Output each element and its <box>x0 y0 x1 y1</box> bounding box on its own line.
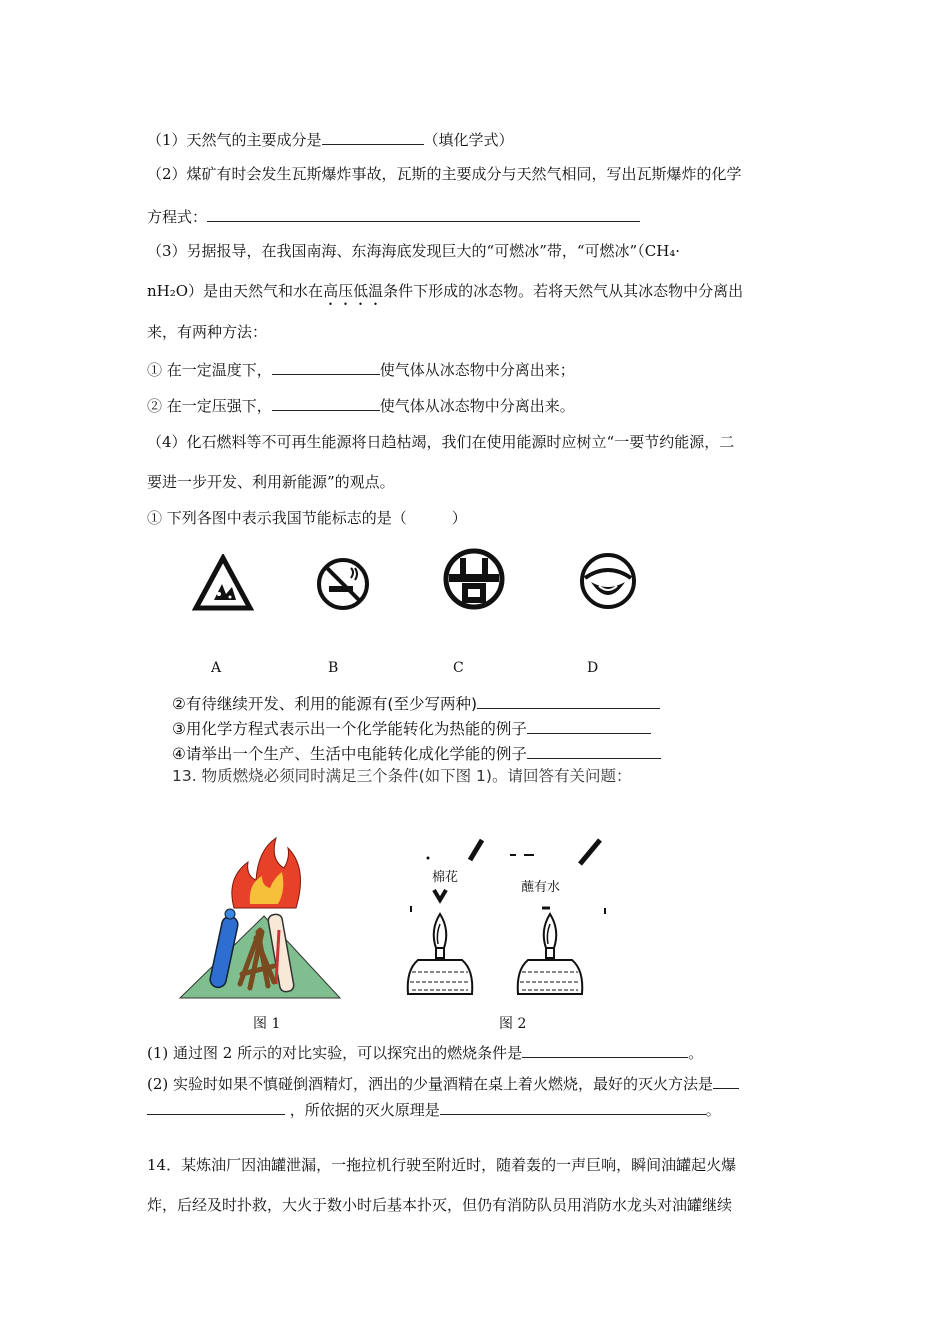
q12-part3-line2 <box>147 281 743 309</box>
answer1-end: 。 <box>688 1044 704 1062</box>
option-d[interactable]: D <box>587 660 599 676</box>
sub3-text: ③用化学方程式表示出一个化学能转化为热能的例子 <box>172 720 527 738</box>
q13-stem: 13. 物质燃烧必须同时满足三个条件(如下图 1)。请回答有关问题： <box>172 767 632 785</box>
option-b[interactable]: B <box>328 660 339 676</box>
fire-triangle-figure <box>176 834 344 1002</box>
q12-sub4 <box>172 742 661 764</box>
q12-part1 <box>147 128 514 150</box>
q12-part3-line1: （3）另据报导，在我国南海、东海海底发现巨大的“可燃冰”带，“可燃冰”（CH₄· <box>147 242 681 260</box>
q13-answer1 <box>147 1041 703 1063</box>
figure2-caption: 图 2 <box>499 1016 527 1032</box>
answer-blank[interactable] <box>207 205 640 222</box>
q12-part2-label: 方程式： <box>147 208 208 226</box>
q12-sub1: ① 下列各图中表示我国节能标志的是（ ） <box>147 509 467 527</box>
water-saving-logo-icon <box>443 548 505 610</box>
option-a[interactable]: A <box>211 660 222 676</box>
q13-answer2-line2 <box>147 1098 721 1120</box>
lamp-right <box>518 914 583 994</box>
q12-part3-text: nH₂O）是由天然气和水在 <box>147 282 324 300</box>
q12-part3-line3: 来，有两种方法： <box>147 323 268 341</box>
answer-blank[interactable] <box>272 358 380 375</box>
method1-pre: ① 在一定温度下， <box>147 361 272 379</box>
q12-sub3 <box>172 717 651 739</box>
q13-answer2-line1 <box>147 1072 739 1094</box>
q12-part2-line1: （2）煤矿有时会发生瓦斯爆炸事故，瓦斯的主要成分与天然气相同，写出瓦斯爆炸的化学 <box>147 165 742 183</box>
answer1-text: (1) 通过图 2 所示的对比实验，可以探究出的燃烧条件是 <box>147 1044 523 1062</box>
q12-sub2 <box>172 692 660 714</box>
q12-method1 <box>147 358 575 380</box>
answer2-principle: ，所依据的灭火原理是 <box>289 1101 440 1119</box>
label-wet-cotton: 蘸有水 <box>521 880 561 895</box>
alcohol-lamps-figure <box>404 838 614 1006</box>
q12-part4-line2: 要进一步开发、利用新能源”的观点。 <box>147 473 395 491</box>
answer-blank[interactable] <box>527 742 661 759</box>
answer-blank[interactable] <box>440 1098 706 1115</box>
answer-blank[interactable] <box>522 1041 688 1058</box>
sub4-text: ④请举出一个生产、生活中电能转化成化学能的例子 <box>172 745 527 763</box>
no-smoking-icon <box>315 556 371 612</box>
label-cotton: 棉花 <box>432 870 459 885</box>
energy-saving-logo-icon <box>579 552 637 610</box>
sub2-text: ②有待继续开发、利用的能源有(至少写两种) <box>172 695 477 713</box>
q12-part4-line1: （4）化石燃料等不可再生能源将日趋枯竭，我们在使用能源时应树立“一要节约能源，二 <box>147 433 735 451</box>
answer-blank[interactable] <box>527 717 651 734</box>
answer-blank[interactable] <box>477 692 660 709</box>
lamp-left <box>408 914 473 994</box>
answer2-text: (2) 实验时如果不慎碰倒酒精灯，洒出的少量酒精在桌上着火燃烧，最好的灭火方法是 <box>147 1075 714 1093</box>
answer-blank[interactable] <box>322 128 424 145</box>
method2-pre: ② 在一定压强下， <box>147 397 272 415</box>
hazard-triangle-icon <box>192 554 254 612</box>
method2-post: 使气体从冰态物中分离出来。 <box>379 397 575 415</box>
emphasized-text: 高压低温 <box>323 282 384 300</box>
answer2-end: 。 <box>705 1101 721 1119</box>
figure1-caption: 图 1 <box>253 1016 281 1032</box>
answer-blank[interactable] <box>272 394 380 411</box>
answer-blank[interactable] <box>713 1072 739 1089</box>
answer-blank[interactable] <box>147 1098 285 1115</box>
q12-part2-line2 <box>147 205 640 227</box>
q14-line1: 14．某炼油厂因油罐泄漏，一拖拉机行驶至附近时，随着轰的一声巨响，瞬间油罐起火爆 <box>147 1156 737 1174</box>
q14-line2: 炸，后经及时扑救，大火于数小时后基本扑灭，但仍有消防队员用消防水龙头对油罐继续 <box>147 1196 733 1214</box>
q12-part1-text: （1）天然气的主要成分是 <box>147 131 322 149</box>
q12-part3-text2: 条件下形成的冰态物。若将天然气从其冰态物中分离出 <box>383 282 744 300</box>
method1-post: 使气体从冰态物中分离出来； <box>379 361 575 379</box>
q12-part1-hint: （填化学式） <box>423 131 514 149</box>
q12-method2 <box>147 394 575 416</box>
option-c[interactable]: C <box>453 660 464 676</box>
